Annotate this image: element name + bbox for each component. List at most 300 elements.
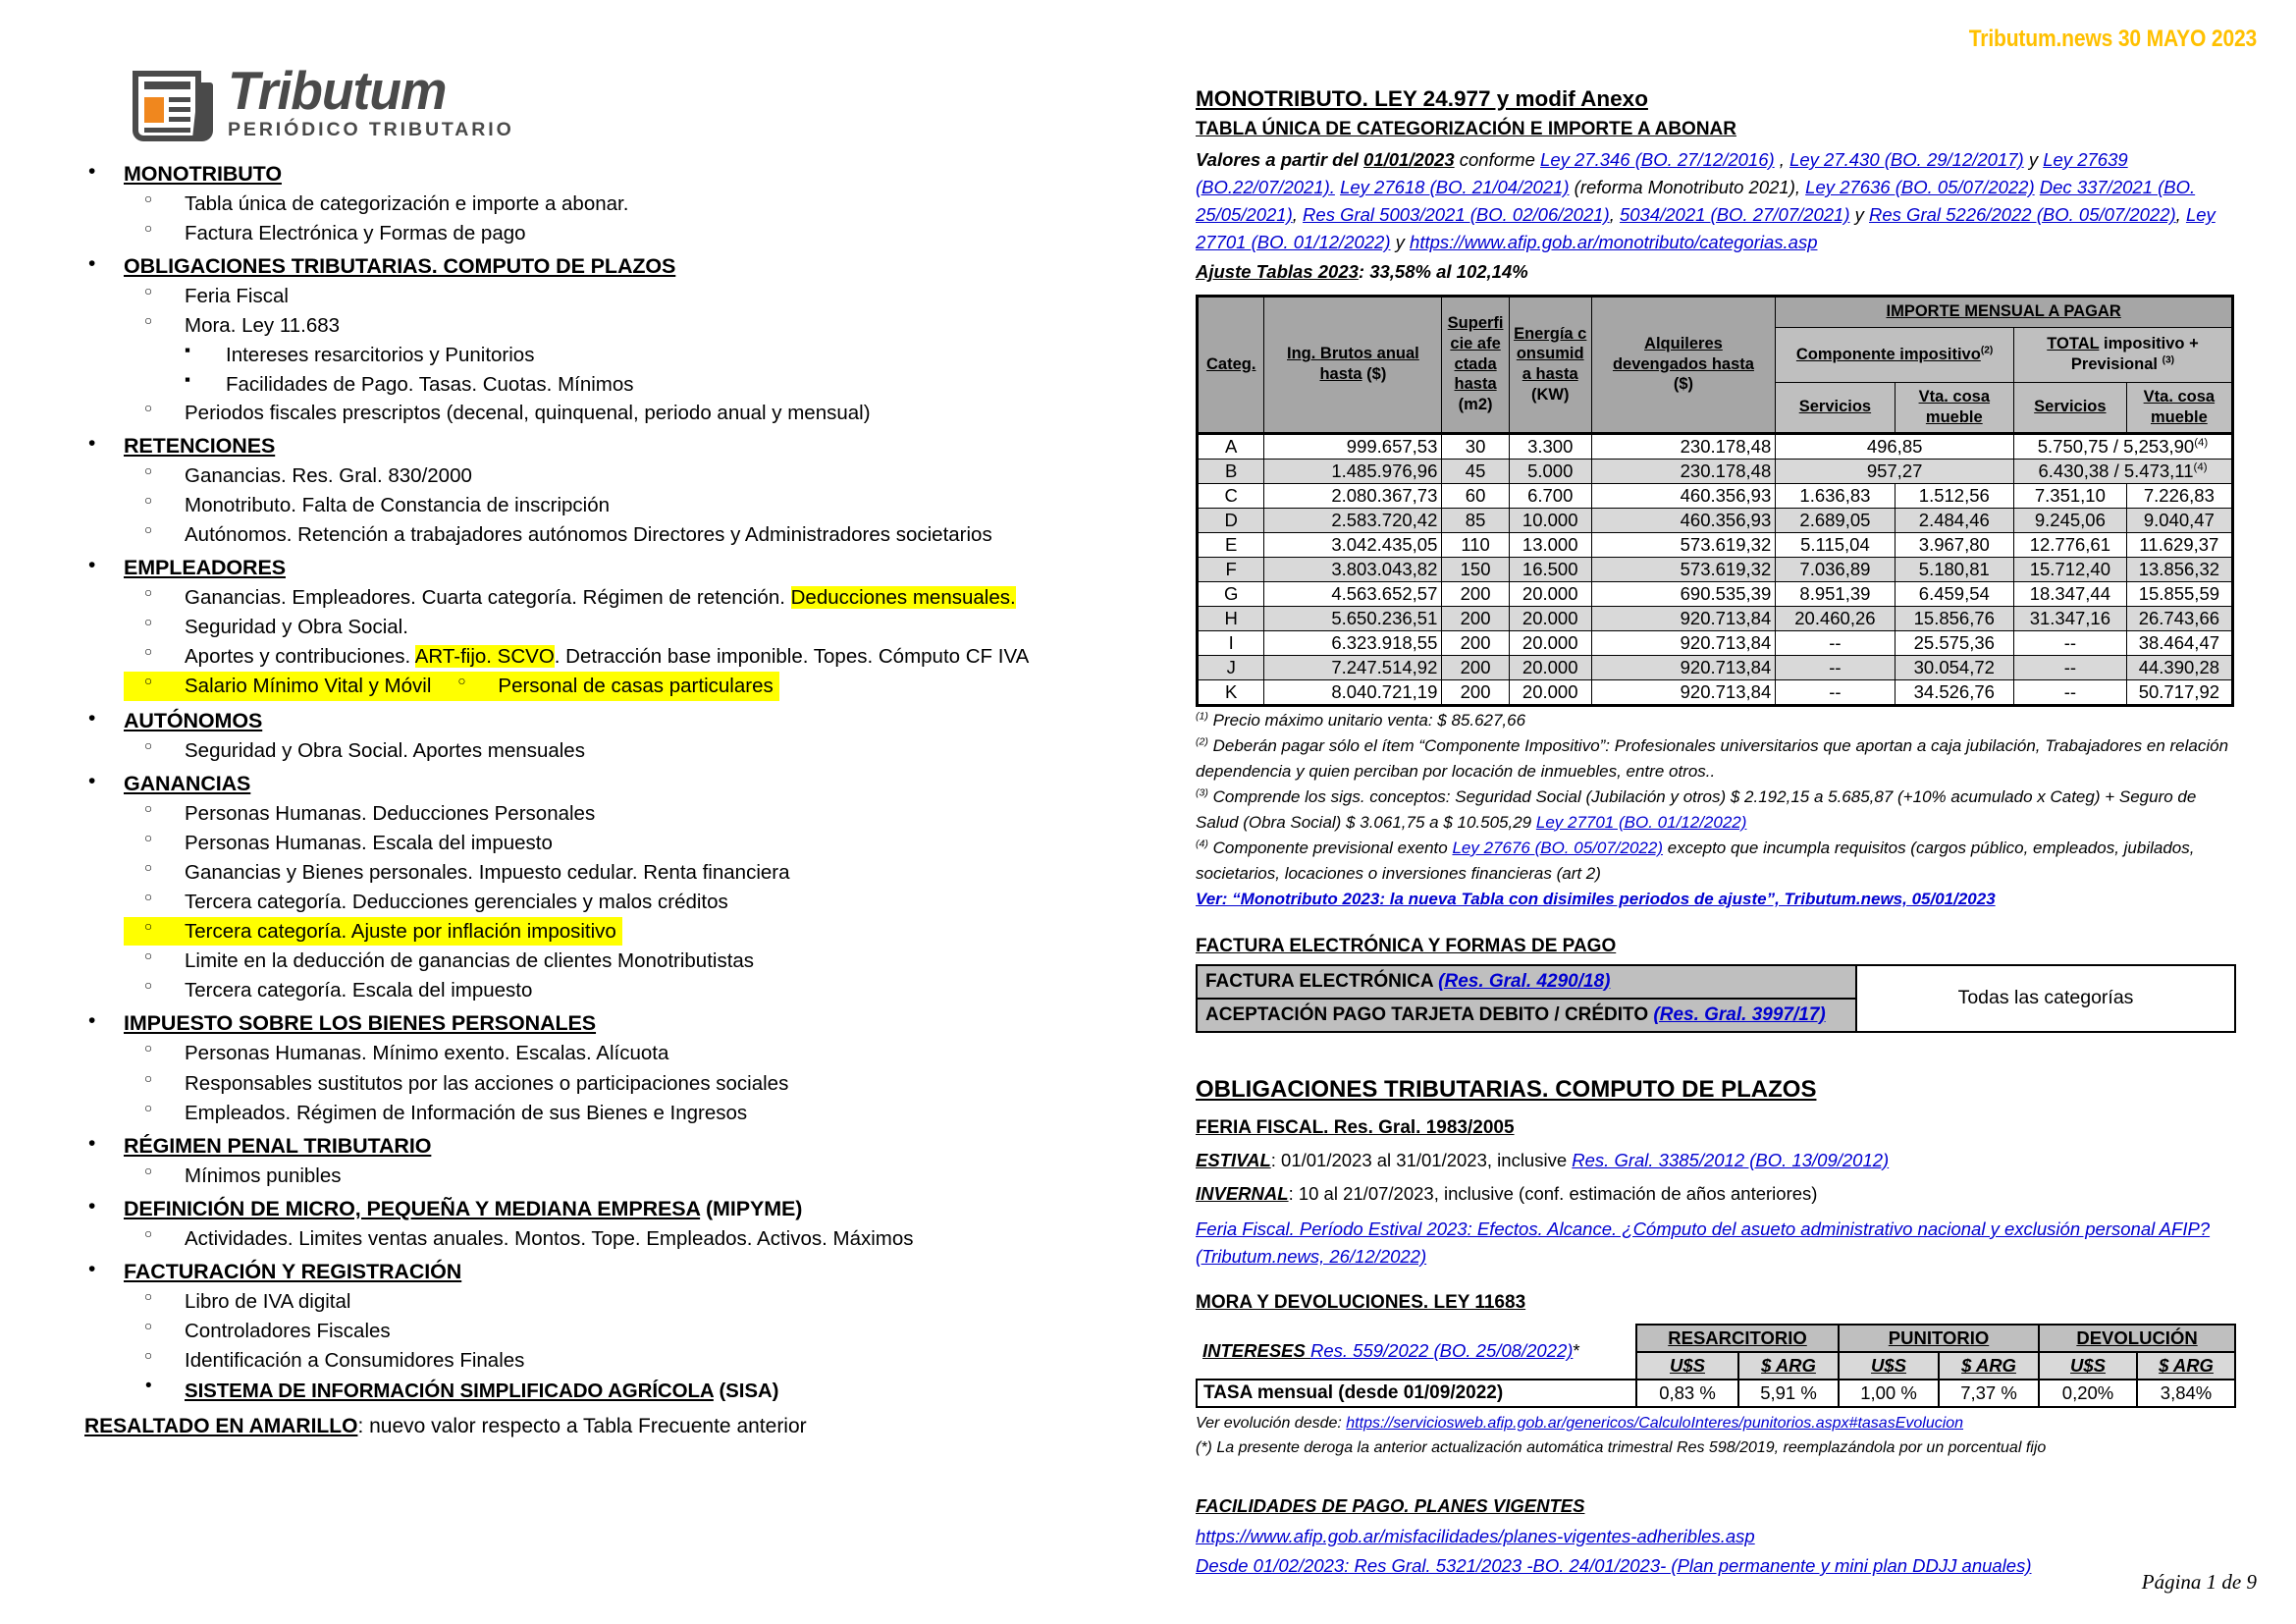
table-row: [1198, 557, 2233, 581]
index-item: [124, 947, 1159, 975]
cell-categ: D: [1198, 508, 1264, 532]
footnote-3: $^{(3)}$ Comprende los sigs. conceptos: Seguridad Social (Jubilación y otros) $ 2.192,15 a 5.685,87 (+10% acumulado x Categ) + Seguro de Salud (Obra Social) $ 3.061,75 a $ 10.505,29 Ley 27701 (BO. 01/12/2022): [1196, 786, 2197, 832]
index-section-title: MONOTRIBUTO: [124, 162, 282, 186]
cell-ing-brutos: 3.042.435,05: [1264, 532, 1442, 557]
index-item: [124, 461, 1159, 490]
cell-categ: F: [1198, 557, 1264, 581]
index-section-title: EMPLEADORES: [124, 556, 286, 580]
law-link-7[interactable]: 5034/2021 (BO. 27/07/2021): [1619, 204, 1850, 226]
cell-tot-servicios: 31.347,16: [2013, 606, 2126, 630]
mora-subcol-label: $ ARG: [2159, 1354, 2214, 1376]
cell-ing-brutos: 3.803.043,82: [1264, 557, 1442, 581]
mora-group-resarcitorio: RESARCITORIO: [1636, 1325, 1839, 1352]
index-sublist: [124, 1162, 1159, 1190]
cell-superficie: 45: [1442, 459, 1509, 483]
index-sublist: [124, 461, 1159, 549]
cell-superficie: 110: [1442, 532, 1509, 557]
table-row: [1198, 581, 2233, 606]
cell-tot-vta-cosa-mueble: 13.856,32: [2126, 557, 2232, 581]
index-section-title: OBLIGACIONES TRIBUTARIAS. COMPUTO DE PLAZOS: [124, 254, 676, 279]
ver-monotributo-link[interactable]: Ver: “Monotributo 2023: la nueva Tabla con disimiles periodos de ajuste”, Tributum.news, 05/01/2023: [1196, 890, 1996, 909]
law-link-5[interactable]: Dec 337/2021 (BO. 25/05/2021): [1196, 177, 2196, 226]
invernal-label: INVERNAL: [1196, 1182, 1289, 1204]
cell-superficie: 200: [1442, 679, 1509, 705]
index-sublist: [124, 583, 1159, 701]
index-section: [84, 1260, 1159, 1405]
law-link-10[interactable]: https://www.afip.gob.ar/monotributo/categorias.asp: [1410, 232, 1818, 253]
index-item-text: Periodos fiscales prescriptos (decenal, quinquenal, periodo anual y mensual): [185, 401, 871, 424]
th-tot-servicios: Servicios: [2013, 382, 2126, 433]
index-item-text: Identificación a Consumidores Finales: [185, 1349, 525, 1373]
footnote-2: $^{(2)}$ Deberán pagar sólo el ítem “Componente Impositivo”: Profesionales universitarios que aportan a caja jubilación, Trabajadores en relación dependencia y quien perciban por locación de inmuebles, entre otros..: [1196, 735, 2229, 781]
cell-superficie: 200: [1442, 581, 1509, 606]
cell-ci-vta-cosa-mueble: 1.512,56: [1895, 483, 2013, 508]
estival-label: ESTIVAL: [1196, 1149, 1271, 1170]
cell-alquileres: 573.619,32: [1591, 557, 1776, 581]
cell-alquileres: 690.535,39: [1591, 581, 1776, 606]
cell-energia: 20.000: [1509, 630, 1591, 655]
index-subbullet-tail: (SISA): [713, 1380, 779, 1403]
index-item-text: Tercera categoría. Deducciones gerenciales y malos créditos: [185, 890, 728, 913]
index-item: [124, 672, 437, 700]
monotributo-intro: Valores a partir del 01/01/2023 conforme Ley 27.346 (BO. 27/12/2016) , Ley 27.430 (BO. 29/12/2017) y Ley 27639 (BO.22/07/2021). Ley 27618 (BO. 21/04/2021) (reforma Monotributo 2021), Ley 27636 (BO. 05/07/2022) Dec 337/2021 (BO. 25/05/2021), Res Gral 5003/2021 (BO. 02/06/2021), 5034/2021 (BO. 27/07/2021) y Res Gral 5226/2022 (BO. 05/07/2022), Ley 27701 (BO. 01/12/2022) y https://www.afip.gob.ar/monotributo/categorias.asp: [1196, 149, 2216, 253]
ver-monotributo-link-wrap: [1196, 887, 2236, 912]
index-item-text: Controladores Fiscales: [185, 1320, 391, 1343]
index-item: [124, 1346, 1159, 1375]
index-item-text: Seguridad y Obra Social. Aportes mensuales: [185, 738, 585, 762]
cell-categ: A: [1198, 433, 1264, 459]
index-item-text: Empleados. Régimen de Información de sus Bienes e Ingresos: [185, 1101, 748, 1124]
table-row: [1198, 433, 2233, 459]
cell-ci-servicios: 5.115,04: [1776, 532, 1895, 557]
cell-categ: C: [1198, 483, 1264, 508]
law-link-1[interactable]: Ley 27.430 (BO. 29/12/2017): [1789, 149, 2024, 170]
index-column: [84, 60, 1159, 1438]
ver-evolucion-line: Ver evolución desde: https://serviciosweb.afip.gob.ar/genericos/CalculoInteres/punitorios.aspx#tasasEvolucion: [1196, 1414, 1964, 1432]
mora-value-4: 0,20%: [2039, 1380, 2137, 1407]
cell-tot-servicios: 18.347,44: [2013, 581, 2126, 606]
index-item-text: Ganancias. Empleadores. Cuarta categoría. Régimen de retención.: [185, 586, 791, 610]
footnote-4: $^{(4)}$ Componente previsional exento Ley 27676 (BO. 05/07/2022) excepto que incumpla requisitos (cargos público, empleados, jubilados, societarios, locaciones o inversiones financieras (art 2): [1196, 838, 2195, 883]
facilidades-title: FACILIDADES DE PAGO. PLANES VIGENTES: [1196, 1494, 1585, 1516]
cell-superficie: 30: [1442, 433, 1509, 459]
cell-superficie: 60: [1442, 483, 1509, 508]
index-item-text: Tabla única de categorización e importe a abonar.: [185, 192, 629, 215]
cell-alquileres: 573.619,32: [1591, 532, 1776, 557]
cell-tot-vta-cosa-mueble: 15.855,59: [2126, 581, 2232, 606]
ajuste-value: : 33,58% al 102,14%: [1358, 261, 1528, 283]
mora-subcol-3: [1939, 1352, 2039, 1380]
index-section: [84, 434, 1159, 549]
mora-values-row: [1197, 1380, 2235, 1407]
cell-tot-servicios: 15.712,40: [2013, 557, 2126, 581]
index-section-title: DEFINICIÓN DE MICRO, PEQUEÑA Y MEDIANA EMPRESA: [124, 1196, 701, 1220]
mora-group-punitorio: PUNITORIO: [1839, 1325, 2039, 1352]
th-ing-b: hasta ($): [1319, 365, 1387, 384]
cell-energia: 20.000: [1509, 655, 1591, 679]
mora-value-0: 0,83 %: [1636, 1380, 1738, 1407]
index-item: [124, 1099, 1159, 1127]
cell-energia: 20.000: [1509, 606, 1591, 630]
index-item-text: Seguridad y Obra Social.: [185, 616, 408, 639]
index-item-text: Salario Mínimo Vital y Móvil: [185, 675, 432, 698]
footnote-4-link[interactable]: Ley 27676 (BO. 05/07/2022): [1452, 839, 1663, 858]
cell-categ: H: [1198, 606, 1264, 630]
logo: [132, 60, 1159, 144]
index-item-text: Personas Humanas. Escala del impuesto: [185, 831, 553, 854]
mora-group-devolucion: DEVOLUCIÓN: [2039, 1325, 2235, 1352]
index-section: [84, 162, 1159, 247]
cell-alquileres: 920.713,84: [1591, 630, 1776, 655]
index-item-text: Autónomos. Retención a trabajadores autónomos Directores y Administradores societarios: [185, 522, 992, 546]
ajuste-tablas: [1196, 258, 2236, 286]
cell-categ: B: [1198, 459, 1264, 483]
index-item-text: Ganancias y Bienes personales. Impuesto cedular. Renta financiera: [185, 860, 790, 884]
index-item: [124, 1162, 1159, 1190]
index-item-text: Personas Humanas. Deducciones Personales: [185, 801, 596, 825]
index-item-text: Actividades. Limites ventas anuales. Montos. Tope. Empleados. Activos. Máximos: [185, 1226, 914, 1250]
index-item-text: Personal de casas particulares: [498, 675, 774, 698]
index-item-tail: . Detracción base imponible. Topes. Cómputo CF IVA: [554, 645, 1030, 669]
index-section-title: AUTÓNOMOS: [124, 708, 263, 732]
cell-componente-impositivo: 496,85: [1776, 433, 2014, 459]
invernal-line: [1196, 1180, 2236, 1208]
highlight-legend-bold: RESALTADO EN AMARILLO: [84, 1415, 358, 1438]
index-item: [124, 219, 1159, 247]
mora-intereses-link[interactable]: Res. 559/2022 (BO. 25/08/2022): [1310, 1340, 1574, 1362]
cell-ci-vta-cosa-mueble: 2.484,46: [1895, 508, 2013, 532]
cell-ci-vta-cosa-mueble: 30.054,72: [1895, 655, 2013, 679]
th-importe-mensual: IMPORTE MENSUAL A PAGAR: [1776, 296, 2233, 327]
cell-alquileres: 920.713,84: [1591, 606, 1776, 630]
ajuste-label: Ajuste Tablas 2023: [1196, 261, 1359, 283]
th-componente-impositivo: Componente impositivo$^{(2)}$: [1776, 327, 2014, 382]
cell-alquileres: 230.178,48: [1591, 459, 1776, 483]
law-link-6[interactable]: Res Gral 5003/2021 (BO. 02/06/2021): [1303, 204, 1610, 226]
mora-subcol-label: $ ARG: [1961, 1354, 2016, 1376]
facilidades-link2-wrap: [1196, 1552, 2236, 1580]
mora-value-5: 3,84%: [2137, 1380, 2235, 1407]
mora-subcol-label: $ ARG: [1761, 1354, 1816, 1376]
mora-subcol-label: U$S: [1871, 1354, 1907, 1376]
index-item-text: Personas Humanas. Mínimo exento. Escalas. Alícuota: [185, 1042, 669, 1065]
cell-energia: 10.000: [1509, 508, 1591, 532]
index-item: [124, 858, 1159, 887]
table-row: [1198, 532, 2233, 557]
th-tot-vta-cosa-mueble: Vta. cosa mueble: [2126, 382, 2232, 433]
cell-superficie: 200: [1442, 655, 1509, 679]
cell-tot-vta-cosa-mueble: 9.040,47: [2126, 508, 2232, 532]
law-link-4[interactable]: Ley 27636 (BO. 05/07/2022): [1805, 177, 2035, 198]
monotributo-table-body: [1198, 433, 2233, 705]
feria-article-link-wrap: [1196, 1216, 2236, 1271]
index-section-title: IMPUESTO SOBRE LOS BIENES PERSONALES: [124, 1011, 597, 1036]
reforma-note: (reforma Monotributo 2021),: [1569, 177, 1806, 198]
th-superficie: Superfi cie afe ctada hasta (m2): [1442, 296, 1509, 433]
cell-alquileres: 920.713,84: [1591, 679, 1776, 705]
cell-ing-brutos: 8.040.721,19: [1264, 679, 1442, 705]
table-row: [1198, 655, 2233, 679]
index-item: [124, 282, 1159, 310]
cell-tot-servicios: 7.351,10: [2013, 483, 2126, 508]
index-section: [84, 254, 1159, 427]
cell-tot-vta-cosa-mueble: 26.743,66: [2126, 606, 2232, 630]
cell-categ: J: [1198, 655, 1264, 679]
index-item: [437, 672, 778, 700]
index-section: [84, 1134, 1159, 1190]
cell-categ: G: [1198, 581, 1264, 606]
cell-superficie: 200: [1442, 606, 1509, 630]
logo-wordmark: [228, 60, 514, 141]
index-section-title: RÉGIMEN PENAL TRIBUTARIO: [124, 1133, 432, 1158]
index-list: [84, 162, 1159, 1405]
law-link-0[interactable]: Ley 27.346 (BO. 27/12/2016): [1540, 149, 1775, 170]
mora-value-2: 1,00 %: [1839, 1380, 1939, 1407]
index-sublist: [124, 1039, 1159, 1126]
cell-ci-vta-cosa-mueble: 3.967,80: [1895, 532, 2013, 557]
cell-total: 6.430,38 / 5.473,11$^{(4)}$: [2013, 459, 2232, 483]
index-item: [124, 917, 622, 946]
factura-title: FACTURA ELECTRÓNICA Y FORMAS DE PAGO: [1196, 935, 1617, 956]
intro-conforme: conforme: [1454, 149, 1541, 170]
cell-ing-brutos: 4.563.652,57: [1264, 581, 1442, 606]
publication-date-banner: Tributum.news 30 MAYO 2023: [1968, 26, 2257, 52]
mora-value-1: 5,91 %: [1738, 1380, 1839, 1407]
cell-energia: 20.000: [1509, 679, 1591, 705]
index-item: [124, 311, 1159, 340]
index-item-text: Tercera categoría. Escala del impuesto: [185, 979, 533, 1002]
facilidades-link-1[interactable]: https://www.afip.gob.ar/misfacilidades/planes-vigentes-adheribles.asp: [1196, 1525, 1755, 1546]
mora-subcol-label: U$S: [2070, 1354, 2107, 1376]
cell-categ: I: [1198, 630, 1264, 655]
logo-subtitle: PERIÓDICO TRIBUTARIO: [228, 118, 514, 140]
index-item: [124, 613, 1159, 641]
index-sublist: [124, 282, 1159, 427]
cell-ci-servicios: --: [1776, 655, 1895, 679]
index-item: [124, 399, 1159, 427]
mora-subcol-0: [1636, 1352, 1738, 1380]
index-item-text: Libro de IVA digital: [185, 1289, 351, 1313]
index-section-title: FACTURACIÓN Y REGISTRACIÓN: [124, 1259, 462, 1283]
facilidades-link-2[interactable]: Desde 01/02/2023: Res Gral. 5321/2023 -BO. 24/01/2023- (Plan permanente y mini plan DDJJ anuales): [1196, 1555, 2032, 1577]
footnote-3-link[interactable]: Ley 27701 (BO. 01/12/2022): [1535, 812, 1747, 832]
intro-lead: Valores a partir del: [1196, 149, 1364, 170]
feria-fiscal-title: FERIA FISCAL. Res. Gral. 1983/2005: [1196, 1116, 1515, 1138]
index-item: [124, 736, 1159, 765]
index-section: [84, 1011, 1159, 1126]
factura-row2-link[interactable]: (Res. Gral. 3997/17): [1653, 1003, 1826, 1025]
index-item: [124, 1287, 1159, 1316]
law-link-2[interactable]: Ley 27639 (BO.22/07/2021).: [1196, 149, 2128, 198]
intro-date: 01/01/2023: [1363, 149, 1455, 170]
cell-ing-brutos: 2.583.720,42: [1264, 508, 1442, 532]
th-ing-brutos: [1264, 296, 1442, 433]
index-section: [84, 1197, 1159, 1253]
index-item-text: Responsables sustitutos por las acciones o participaciones sociales: [185, 1071, 789, 1095]
index-item: [124, 888, 1159, 916]
cell-ci-vta-cosa-mueble: 25.575,36: [1895, 630, 2013, 655]
table-row: [1198, 459, 2233, 483]
law-link-3[interactable]: Ley 27618 (BO. 21/04/2021): [1340, 177, 1570, 198]
cell-alquileres: 460.356,93: [1591, 508, 1776, 532]
mora-subcol-1: [1738, 1352, 1839, 1380]
index-item: [124, 583, 1159, 612]
conn-2: y: [2023, 149, 2044, 170]
index-section-title: RETENCIONES: [124, 433, 276, 458]
cell-ing-brutos: 6.323.918,55: [1264, 630, 1442, 655]
cell-ci-vta-cosa-mueble: 5.180,81: [1895, 557, 2013, 581]
cell-superficie: 85: [1442, 508, 1509, 532]
conn-1: ,: [1774, 149, 1790, 170]
footnote-marker: (4): [2194, 436, 2209, 449]
cell-tot-vta-cosa-mueble: 44.390,28: [2126, 655, 2232, 679]
factura-table: [1196, 964, 2236, 1033]
footnote-marker: (4): [2193, 460, 2208, 473]
th-total-impositivo: TOTAL impositivo + Previsional $^{(3)}$: [2013, 327, 2232, 382]
index-sublist: [124, 1224, 1159, 1253]
mora-value-3: 7,37 %: [1939, 1380, 2039, 1407]
cell-ci-servicios: --: [1776, 679, 1895, 705]
cell-categ: E: [1198, 532, 1264, 557]
estival-link[interactable]: Res. Gral. 3385/2012 (BO. 13/09/2012): [1572, 1149, 1890, 1170]
index-item-text: Aportes y contribuciones.: [185, 645, 415, 669]
index-item: [124, 642, 1159, 671]
th-ci-vta-cosa-mueble: Vta. cosa mueble: [1895, 382, 2013, 433]
cell-tot-servicios: --: [2013, 655, 2126, 679]
cell-tot-vta-cosa-mueble: 38.464,47: [2126, 630, 2232, 655]
index-section: [84, 772, 1159, 1005]
estival-line: [1196, 1147, 2236, 1174]
cell-tot-servicios: 9.245,06: [2013, 508, 2126, 532]
nota-asterisco: (*) La presente deroga la anterior actualización automática trimestral Res 598/2019, reemplazándola por un porcentual fijo: [1196, 1438, 2047, 1456]
cell-categ: K: [1198, 679, 1264, 705]
cell-ing-brutos: 1.485.976,96: [1264, 459, 1442, 483]
mora-intereses-label: INTERESES Res. 559/2022 (BO. 25/08/2022)*: [1202, 1340, 1580, 1362]
feria-article-link[interactable]: Feria Fiscal. Período Estival 2023: Efectos. Alcance. ¿Cómputo del asueto administrativo nacional y exclusión personal AFIP? (Tributum.news, 26/12/2022): [1196, 1218, 2211, 1267]
cell-energia: 6.700: [1509, 483, 1591, 508]
cell-energia: 20.000: [1509, 581, 1591, 606]
content-column: [1196, 86, 2236, 1582]
cell-ci-servicios: 8.951,39: [1776, 581, 1895, 606]
index-item: [124, 491, 1159, 519]
mora-subcol-2: [1839, 1352, 1939, 1380]
invernal-text: : 10 al 21/07/2023, inclusive (conf. estimación de años anteriores): [1288, 1182, 1818, 1204]
index-item: [124, 520, 1159, 549]
mora-subcol-label: U$S: [1670, 1354, 1705, 1376]
factura-todas-categorias: Todas las categorías: [1856, 965, 2235, 1032]
index-subbullet: [124, 1377, 1159, 1405]
factura-row1-link[interactable]: (Res. Gral. 4290/18): [1438, 970, 1611, 992]
index-item-text: Feria Fiscal: [185, 285, 289, 308]
mora-table: [1196, 1324, 2236, 1408]
mora-subcol-5: [2137, 1352, 2235, 1380]
logo-title: Tributum: [228, 60, 447, 121]
table-row: [1198, 606, 2233, 630]
index-item-text: Mínimos punibles: [185, 1164, 342, 1187]
highlight-legend: [84, 1415, 1159, 1438]
th-alquileres: Alquileres devengados hasta ($): [1591, 296, 1776, 433]
th-ci-servicios: Servicios: [1776, 382, 1895, 433]
index-item-text: Tercera categoría. Ajuste por inflación impositivo: [185, 920, 616, 944]
index-item-highlight: Deducciones mensuales.: [790, 586, 1016, 610]
cell-energia: 16.500: [1509, 557, 1591, 581]
law-link-9[interactable]: Ley 27701 (BO. 01/12/2022): [1196, 204, 2216, 253]
table-row: [1198, 508, 2233, 532]
cell-alquileres: 920.713,84: [1591, 655, 1776, 679]
obligaciones-title: OBLIGACIONES TRIBUTARIAS. COMPUTO DE PLAZOS: [1196, 1075, 1817, 1103]
cell-ci-servicios: 1.636,83: [1776, 483, 1895, 508]
cell-energia: 3.300: [1509, 433, 1591, 459]
highlight-legend-rest: : nuevo valor respecto a Tabla Frecuente anterior: [357, 1415, 807, 1438]
index-sublist: [124, 189, 1159, 247]
cell-ing-brutos: 999.657,53: [1264, 433, 1442, 459]
cell-ing-brutos: 5.650.236,51: [1264, 606, 1442, 630]
cell-tot-vta-cosa-mueble: 7.226,83: [2126, 483, 2232, 508]
cell-ci-servicios: 20.460,26: [1776, 606, 1895, 630]
cell-superficie: 150: [1442, 557, 1509, 581]
cell-tot-servicios: --: [2013, 630, 2126, 655]
index-subbullet-title: SISTEMA DE INFORMACIÓN SIMPLIFICADO AGRÍCOLA: [185, 1380, 714, 1403]
cell-superficie: 200: [1442, 630, 1509, 655]
table-row: [1198, 630, 2233, 655]
cell-tot-vta-cosa-mueble: 50.717,92: [2126, 679, 2232, 705]
index-section: [84, 556, 1159, 701]
index-subsublist: [124, 341, 1159, 398]
index-subitem: ▪ Facilidades de Pago. Tasas. Cuotas. Mínimos: [124, 370, 1159, 399]
cell-ing-brutos: 2.080.367,73: [1264, 483, 1442, 508]
index-item: [124, 1069, 1159, 1098]
cell-componente-impositivo: 957,27: [1776, 459, 2014, 483]
cell-ci-vta-cosa-mueble: 15.856,76: [1895, 606, 2013, 630]
cell-energia: 5.000: [1509, 459, 1591, 483]
cell-tot-servicios: --: [2013, 679, 2126, 705]
cell-alquileres: 230.178,48: [1591, 433, 1776, 459]
footnote-1: $^{(1)}$ Precio máximo unitario venta: $ 85.627,66: [1196, 709, 1526, 730]
page-number: Página 1 de 9: [2141, 1570, 2257, 1594]
index-item-highlight: ART-fijo. SCVO: [414, 645, 555, 669]
index-item-text: Monotributo. Falta de Constancia de inscripción: [185, 493, 611, 516]
index-subitem: ▪ Intereses resarcitorios y Punitorios: [124, 341, 1159, 369]
cell-alquileres: 460.356,93: [1591, 483, 1776, 508]
ver-evolucion-link[interactable]: https://serviciosweb.afip.gob.ar/genericos/CalculoInteres/punitorios.aspx#tasasEvolucion: [1346, 1414, 1964, 1432]
cell-ing-brutos: 7.247.514,92: [1264, 655, 1442, 679]
index-section-title-tail: (MIPYME): [700, 1196, 803, 1220]
index-item-text: Ganancias. Res. Gral. 830/2000: [185, 463, 472, 487]
cell-tot-servicios: 12.776,61: [2013, 532, 2126, 557]
cell-total: 5.750,75 / 5,253,90$^{(4)}$: [2013, 433, 2232, 459]
cell-energia: 13.000: [1509, 532, 1591, 557]
factura-row1: FACTURA ELECTRÓNICA (Res. Gral. 4290/18): [1197, 965, 1856, 999]
index-item-text: Limite en la deducción de ganancias de clientes Monotributistas: [185, 949, 755, 973]
index-item: [124, 189, 1159, 218]
table-row: [1198, 679, 2233, 705]
index-item: [124, 976, 1159, 1004]
law-link-8[interactable]: Res Gral 5226/2022 (BO. 05/07/2022): [1869, 204, 2176, 226]
index-sublist: [124, 1287, 1159, 1405]
cell-ci-servicios: --: [1776, 630, 1895, 655]
index-item: [124, 1224, 1159, 1253]
monotributo-title: MONOTRIBUTO. LEY 24.977 y modif Anexo: [1196, 86, 1648, 111]
factura-row2: ACEPTACIÓN PAGO TARJETA DEBITO / CRÉDITO (Res. Gral. 3997/17): [1197, 999, 1856, 1032]
index-item: [124, 1039, 1159, 1067]
index-sublist: [124, 799, 1159, 1005]
mora-tasa-label: TASA mensual (desde 01/09/2022): [1197, 1380, 1636, 1407]
cell-ci-vta-cosa-mueble: 34.526,76: [1895, 679, 2013, 705]
index-item: [124, 799, 1159, 828]
index-section: [84, 709, 1159, 765]
index-item: [124, 829, 1159, 857]
index-item: [124, 1317, 1159, 1345]
